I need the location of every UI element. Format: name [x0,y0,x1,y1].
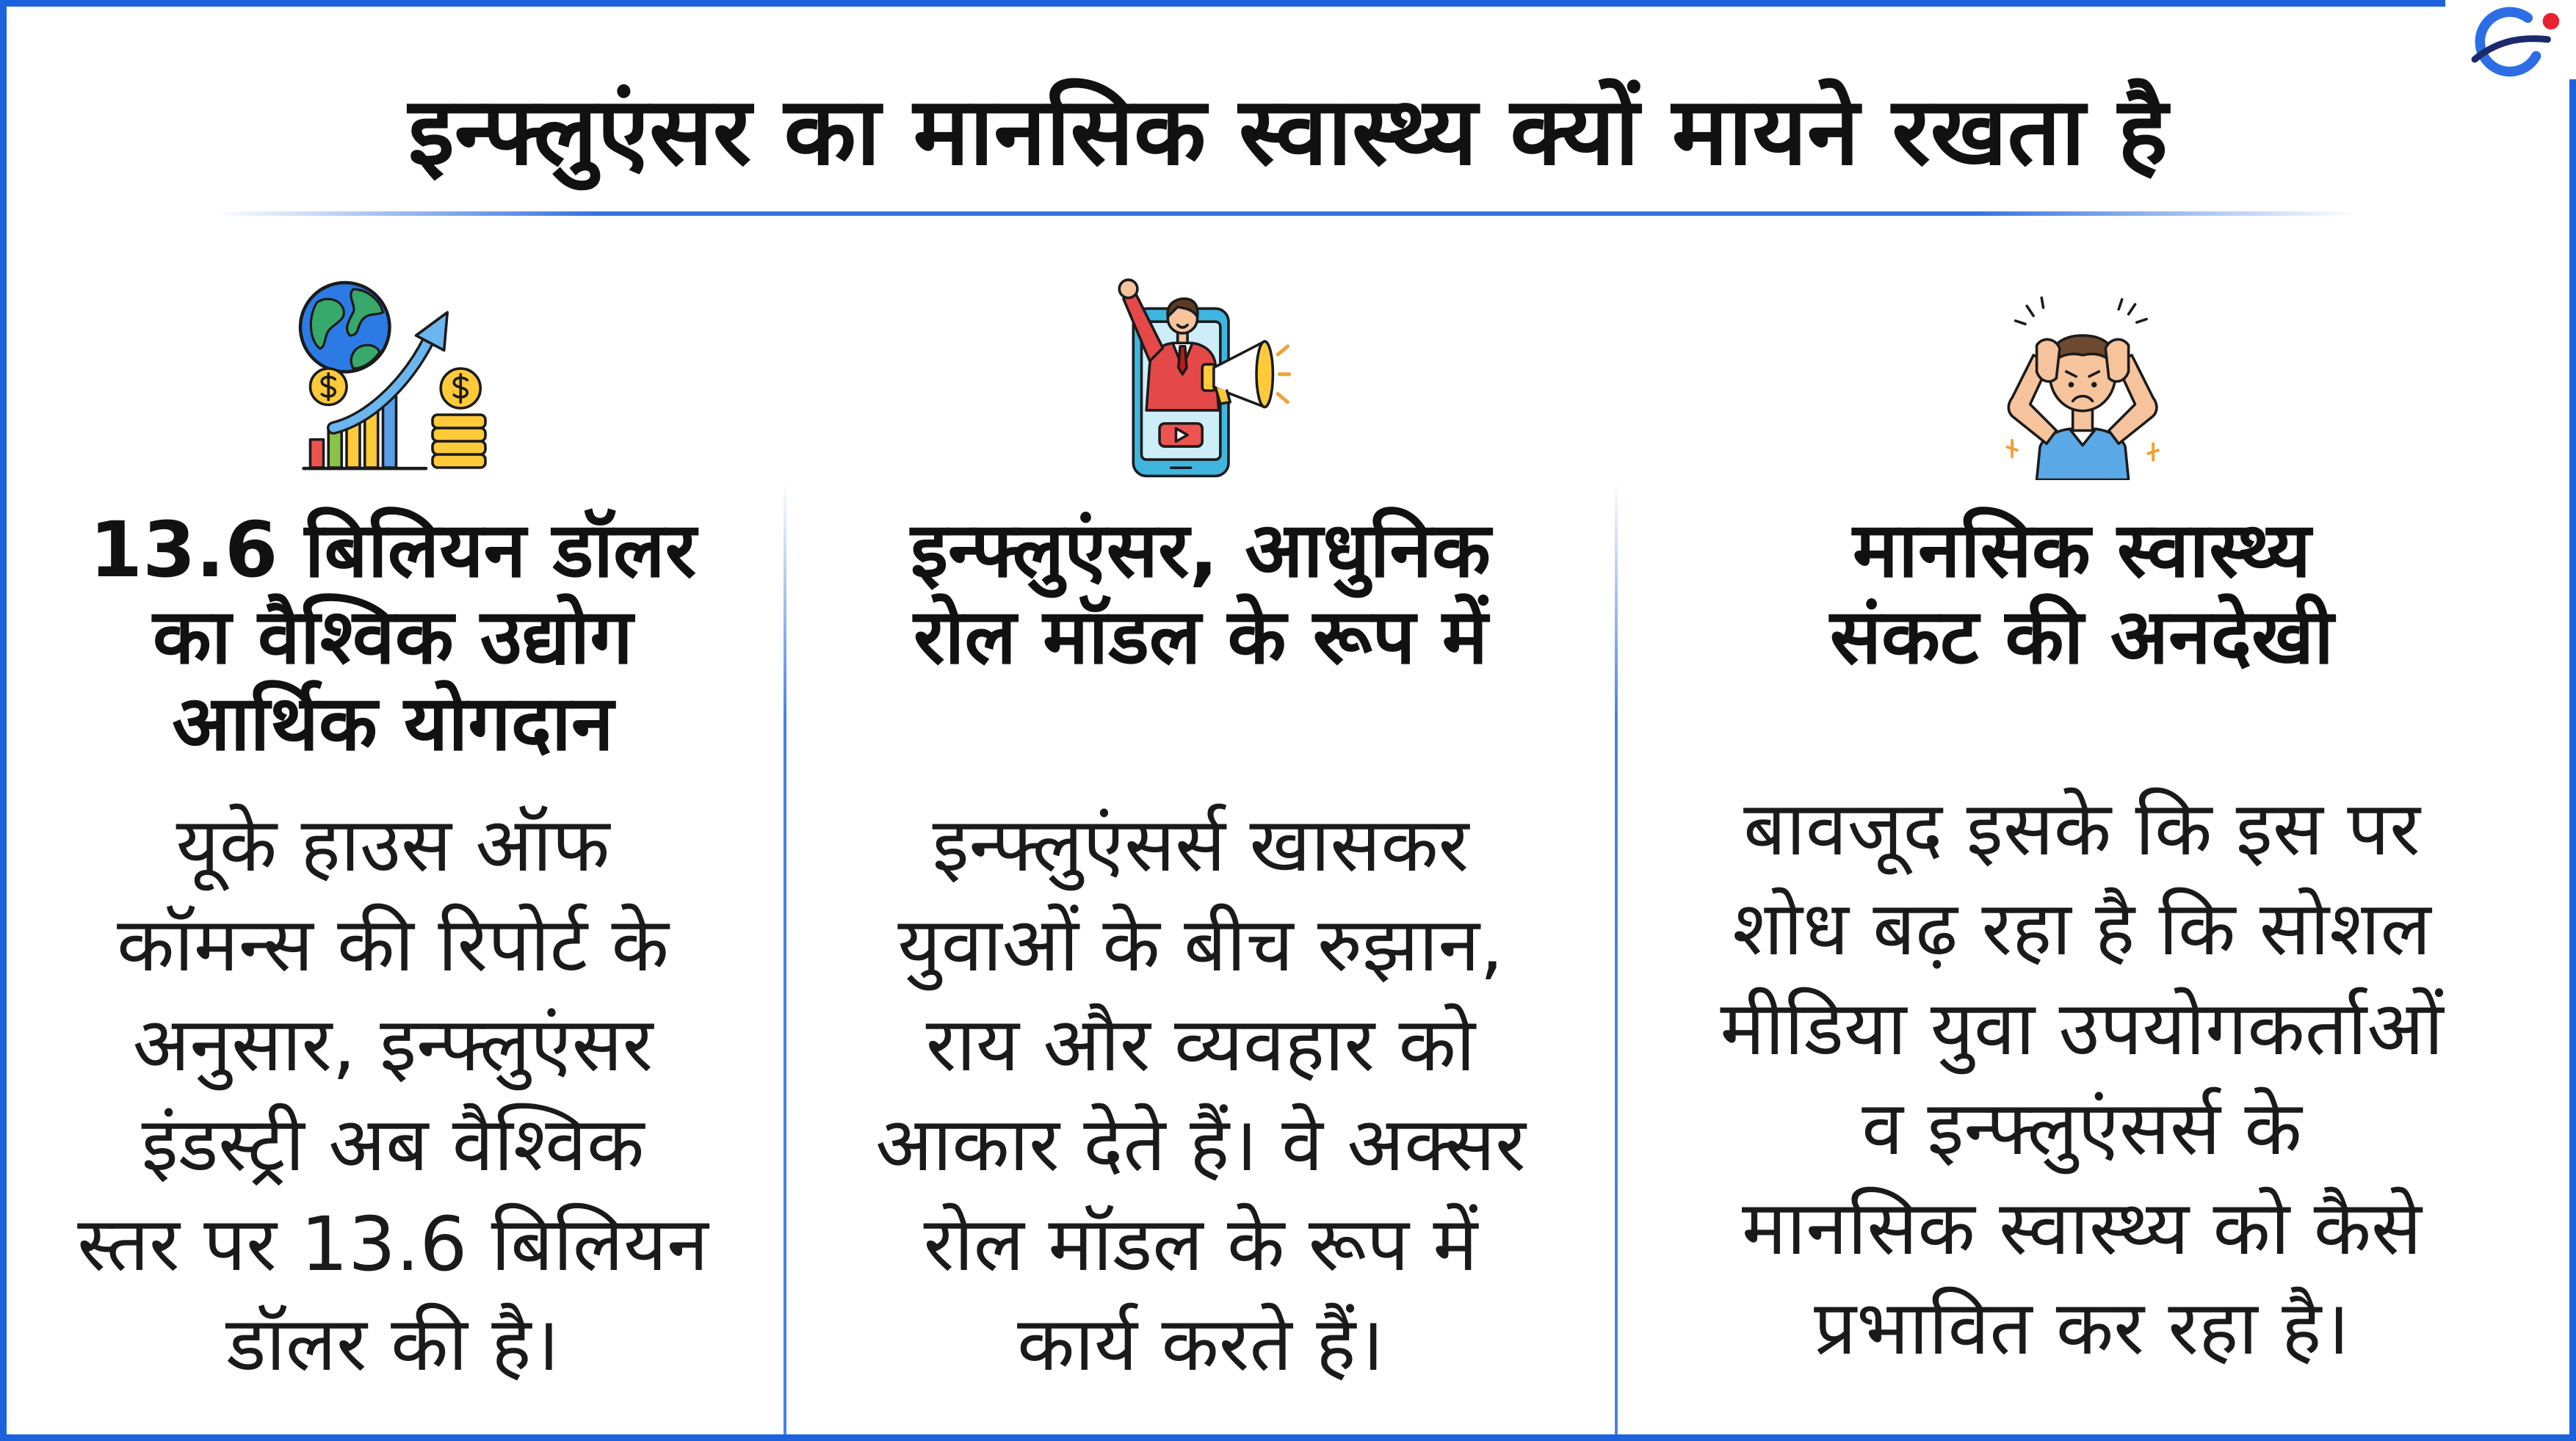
column-heading-line: रोल मॉडल के रूप में [913,592,1488,681]
column-heading-line: का वैश्विक उद्योग [153,592,633,681]
column-body-line: डॉलर की है। [225,1301,560,1388]
column-body-line: प्रभावित कर रहा है। [1814,1285,2350,1372]
column-body [800,796,1601,1395]
column-heading-line: इन्फ्लुएंसर, आधुनिक [910,505,1491,595]
column-mental-health-neglect [1634,0,2530,1441]
column-heading [15,507,771,766]
column-body-line: अनुसार, इन्फ्लुएंसर [132,1001,654,1089]
column-icon-wrapper [15,276,771,474]
column-body-line: रोल मॉडल के रूप में [923,1201,1478,1288]
column-body-line: मीडिया युवा उपयोगकर्ताओं [1720,985,2444,1072]
column-heading [1634,507,2530,680]
column-body-line: आकार देते हैं। वे अक्सर [875,1101,1526,1188]
column-heading-line: आर्थिक योगदान [172,678,614,768]
column-economic-contribution [15,0,771,1441]
column-body-line: स्तर पर 13.6 बिलियन [77,1201,709,1288]
column-body-line: बावजूद इसके कि इस पर [1743,785,2420,873]
column-heading-line: संकट की अनदेखी [1829,592,2334,681]
column-body-line: यूके हाउस ऑफ [176,802,610,889]
column-body-line: मानसिक स्वास्थ्य को कैसे [1741,1185,2423,1272]
frame-border-left [0,0,7,1441]
column-body [15,796,771,1395]
page-title: इन्फ्लुएंसर का मानसिक स्वास्थ्य क्यों मायने रखता है [408,77,2168,186]
frame-border-right [2569,79,2576,1441]
column-body [1634,780,2530,1379]
column-role-models [800,0,1601,1441]
column-heading-line: 13.6 बिलियन डॉलर [89,505,697,595]
stressed-person-icon [1997,289,2166,480]
column-body-line: युवाओं के बीच रुझान, [897,901,1504,989]
column-heading-line: मानसिक स्वास्थ्य [1852,505,2312,595]
column-body-line: कॉमन्स की रिपोर्ट के [117,901,669,989]
column-body-line: राय और व्यवहार को [925,1001,1476,1089]
column-heading [800,507,1601,680]
globe-growth-coins-icon [294,276,492,474]
column-icon-wrapper [1634,289,2530,480]
column-icon-wrapper [800,272,1601,479]
column-divider [1615,481,1618,1434]
column-divider [784,481,786,1434]
column-body-line: कार्य करते हैं। [1017,1301,1384,1388]
column-body-line: व इन्फ्लुएंसर्स के [1862,1085,2302,1172]
column-body-line: इंडस्ट्री अब वैश्विक [141,1101,645,1188]
column-body-line: इन्फ्लुएंसर्स खासकर [932,802,1469,889]
column-body-line: शोध बढ़ रहा है कि सोशल [1732,885,2431,973]
influencer-smartphone-megaphone-icon [1110,272,1291,479]
